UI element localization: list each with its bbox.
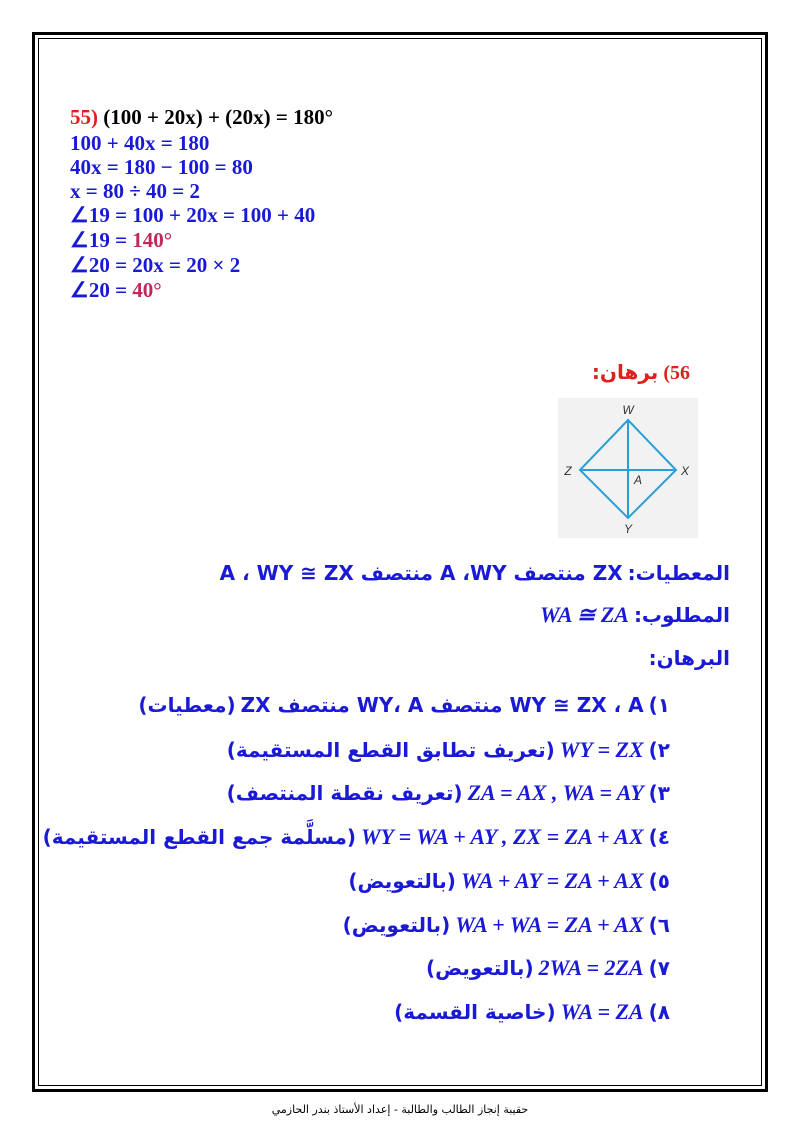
p55-line-4: x = 80 ÷ 40 = 2 bbox=[70, 179, 200, 203]
rhombus-diagram bbox=[558, 398, 698, 538]
label-z: Z bbox=[564, 464, 572, 478]
label-w: W bbox=[622, 403, 634, 417]
step-4-reason: (مسلَّمة جمع القطع المستقيمة) bbox=[42, 825, 356, 849]
label-x: X bbox=[680, 464, 690, 478]
p55-line-1 bbox=[70, 104, 333, 130]
step-6-number: ٦) bbox=[648, 913, 670, 937]
page-footer: حقيبة إنجاز الطالب والطالبة - إعداد الأستاذ بندر الحازمي bbox=[271, 1103, 529, 1116]
given-row bbox=[220, 558, 730, 589]
proof-step-3 bbox=[227, 778, 670, 809]
p55-equation: (100 + 20x) + (20x) = 180° bbox=[103, 105, 334, 129]
step-3-statement: ZA = AX , WA = AY bbox=[467, 780, 644, 805]
step-3-reason: (تعريف نقطة المنتصف) bbox=[226, 781, 463, 805]
p55-line-8 bbox=[70, 277, 162, 303]
given-label: المعطيات: bbox=[627, 561, 730, 585]
p55-line-5: ∠19 = 100 + 20x = 100 + 40 bbox=[70, 203, 316, 227]
p55-line-7: ∠20 = 20x = 20 × 2 bbox=[70, 253, 241, 277]
step-1-number: ١) bbox=[648, 693, 670, 717]
step-7-number: ٧) bbox=[648, 956, 670, 980]
label-y: Y bbox=[623, 522, 633, 536]
p55-angle20-value: 40° bbox=[132, 278, 162, 302]
proof-step-4 bbox=[43, 822, 670, 853]
step-3-number: ٣) bbox=[648, 781, 670, 805]
p55-angle19-value: 140° bbox=[132, 228, 173, 252]
step-1-statement: WY ≅ ZX ، A منتصف WY، A منتصف ZX bbox=[240, 693, 644, 717]
step-5-statement: WA + AY = ZA + AX bbox=[460, 868, 644, 893]
proof-step-7 bbox=[426, 953, 670, 984]
step-7-statement: 2WA = 2ZA bbox=[538, 955, 644, 980]
proof-label-row bbox=[649, 643, 730, 674]
step-8-statement: WA = ZA bbox=[560, 999, 644, 1024]
step-5-reason: (بالتعويض) bbox=[348, 869, 456, 893]
p55-line-6 bbox=[70, 227, 172, 253]
step-1-reason: (معطيات) bbox=[138, 693, 236, 717]
prove-row bbox=[540, 600, 730, 631]
proof-step-1 bbox=[138, 690, 670, 721]
p56-heading bbox=[592, 360, 690, 385]
proof-step-8 bbox=[394, 997, 670, 1028]
p55-line-2: 100 + 40x = 180 bbox=[70, 131, 210, 155]
proof-step-6 bbox=[343, 910, 670, 941]
step-8-reason: (خاصية القسمة) bbox=[394, 1000, 556, 1024]
step-7-reason: (بالتعويض) bbox=[425, 956, 534, 980]
prove-label: المطلوب: bbox=[633, 603, 730, 627]
proof-step-2 bbox=[227, 735, 670, 766]
step-2-statement: WY = ZX bbox=[559, 737, 644, 762]
given-text: ZX منتصف A ،WY منتصف A ، WY ≅ ZX bbox=[219, 561, 623, 585]
step-5-number: ٥) bbox=[648, 869, 670, 893]
proof-step-5 bbox=[348, 866, 670, 897]
p55-number: 55) bbox=[70, 105, 98, 129]
step-8-number: ٨) bbox=[648, 1000, 670, 1024]
prove-statement: WA ≅ ZA bbox=[540, 602, 629, 627]
step-4-number: ٤) bbox=[648, 825, 670, 849]
step-4-statement: WY = WA + AY , ZX = ZA + AX bbox=[361, 824, 644, 849]
p55-line-3: 40x = 180 − 100 = 80 bbox=[70, 155, 253, 179]
p56-number: 56) bbox=[663, 362, 690, 384]
label-a: A bbox=[634, 473, 643, 487]
step-2-reason: (تعريف تطابق القطع المستقيمة) bbox=[226, 738, 555, 762]
p55-angle20-label: ∠20 = bbox=[70, 278, 133, 302]
step-2-number: ٢) bbox=[648, 738, 670, 762]
proof-label: البرهان: bbox=[648, 646, 730, 670]
step-6-reason: (بالتعويض) bbox=[342, 913, 451, 937]
p55-angle19-label: ∠19 = bbox=[70, 228, 133, 252]
step-6-statement: WA + WA = ZA + AX bbox=[455, 912, 644, 937]
p56-title: برهان: bbox=[591, 360, 659, 384]
